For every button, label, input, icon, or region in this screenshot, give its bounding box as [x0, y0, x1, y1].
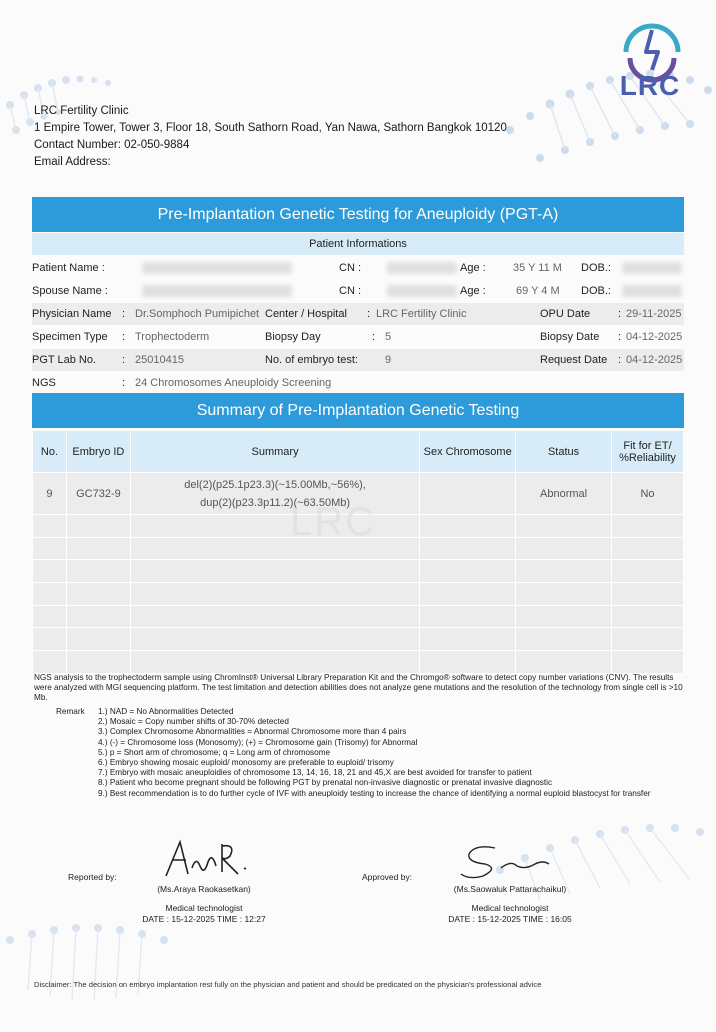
lab-value: 25010415 [135, 354, 184, 366]
biopsy-date-label: Biopsy Date [540, 331, 600, 343]
redacted-spouse-cn [387, 285, 457, 297]
colon: : [618, 308, 622, 320]
empty-row [33, 651, 684, 674]
empty-row [33, 628, 684, 651]
lab-row [32, 349, 684, 371]
remark-item: 5.) p = Short arm of chromosome; q = Long arm of chromosome [98, 747, 331, 757]
report-title: Pre-Implantation Genetic Testing for Aneuploidy (PGT-A) [32, 197, 684, 232]
cell-no: 9 [33, 473, 67, 515]
reporter-role: Medical technologist [165, 903, 243, 913]
reporter-date: DATE : 15-12-2025 TIME : 12:27 [142, 914, 266, 924]
disclaimer: Disclaimer: The decision on embryo implantation rest fully on the physician and patient and should be predicated on the physician's professional advice [34, 980, 542, 989]
clinic-name: LRC Fertility Clinic [34, 105, 129, 117]
colon: : [122, 331, 126, 343]
analysis-notes: NGS analysis to the trophectoderm sample using ChromInst® Universal Library Preparation Kit and the Chromgo® software to detect copy number variations (CNV). The results were analyzed with MGI sequencing platform. The test limitation and detection abilities does not analyze gene mutations and the resolution of the technology from single cell is >10 Mb. [34, 673, 683, 703]
empty-row [33, 583, 684, 606]
approver-date: DATE : 15-12-2025 TIME : 16:05 [448, 914, 572, 924]
header-sex-chromosome: Sex Chromosome [420, 431, 516, 473]
approver-name: (Ms.Saowaluk Pattarachaikul) [453, 884, 567, 894]
patient-cn-label: CN : [339, 262, 361, 274]
watermark: LRC [290, 500, 377, 544]
colon: : [122, 354, 126, 366]
patient-name-label: Patient Name : [32, 262, 105, 274]
cell-summary [130, 473, 419, 515]
spouse-name-label: Spouse Name : [32, 285, 108, 297]
remark-item: 9.) Best recommendation is to do further cycle of IVF with aneuploidy testing to increase the chance of identifying a normal euploid blastocyst for transfer [98, 788, 651, 798]
summary-line: del(2)(p25.1p23.3)(~15.00Mb,~56%), [184, 478, 366, 491]
request-label: Request Date [540, 354, 608, 366]
cell-fit: No [611, 473, 683, 515]
header-no: No. [33, 431, 67, 473]
colon: : [367, 308, 371, 320]
reported-by-label: Reported by: [68, 872, 117, 882]
physician-row [32, 303, 684, 325]
opu-value: 29-11-2025 [626, 308, 682, 320]
specimen-label: Specimen Type [32, 331, 108, 343]
center-value: LRC Fertility Clinic [376, 308, 467, 320]
remark-item: 1.) NAD = No Abnormalities Detected [98, 707, 234, 716]
remark-item: 3.) Complex Chromosome Abnormalities = Abnormal Chromosome more than 4 pairs [98, 727, 407, 737]
colon: : [122, 377, 126, 389]
specimen-value: Trophectoderm [135, 331, 210, 343]
physician-value: Dr.Somphoch Pumipichet [135, 308, 260, 320]
summary-line: dup(2)(p23.3p11.2)(~63.50Mb) [200, 496, 351, 509]
spouse-row [32, 280, 684, 302]
summary-title: Summary of Pre-Implantation Genetic Testing [32, 393, 684, 428]
patient-age-value: 35 Y 11 M [513, 262, 562, 274]
table-header-row [33, 431, 684, 473]
biopsy-day-label: Biopsy Day [265, 331, 321, 343]
opu-label: OPU Date [540, 308, 591, 320]
header-fit: Fit for ET/ %Reliability [611, 431, 683, 473]
cell-status: Abnormal [516, 473, 612, 515]
biopsy-date-value: 04-12-2025 [626, 331, 683, 343]
spouse-age-value: 69 Y 4 M [516, 285, 560, 297]
approved-signature-icon [455, 840, 555, 882]
cell-embryo-id: GC732-9 [66, 473, 130, 515]
patient-age-label: Age : [460, 262, 486, 274]
approver-role: Medical technologist [471, 903, 549, 913]
approved-by-details [435, 884, 585, 925]
redacted-patient-cn [387, 262, 457, 274]
remark-item: 4.) (-) = Chromosome loss (Monosomy); (+) = Chromosome gain (Trisomy) for Abnormal [98, 737, 418, 747]
spouse-dob-label: DOB.: [581, 285, 611, 297]
colon: : [122, 308, 126, 320]
request-value: 04-12-2025 [626, 354, 683, 366]
biopsy-day-value: 5 [385, 331, 392, 343]
ngs-row [32, 372, 684, 394]
header-status: Status [516, 431, 612, 473]
physician-label: Physician Name [32, 308, 112, 320]
cell-sex-chromosome [420, 473, 516, 515]
clinic-contact: Contact Number: 02-050-9884 [34, 139, 190, 151]
colon: : [372, 331, 376, 343]
reported-by-details [134, 884, 274, 925]
logo-text: LRC [619, 70, 681, 101]
redacted-patient-name [142, 262, 292, 274]
lab-label: PGT Lab No. [32, 354, 96, 366]
embryo-count-label: No. of embryo test: [265, 354, 358, 366]
redacted-spouse-name [142, 285, 292, 297]
header-embryo-id: Embryo ID [66, 431, 130, 473]
patient-row [32, 257, 684, 279]
remark-label: Remark [56, 707, 85, 716]
redacted-patient-dob [622, 262, 682, 274]
reported-signature-icon [160, 838, 260, 883]
remark-item: 7.) Embryo with mosaic aneuploidies of chromosome 13, 14, 16, 18, 21 and 45,X are best avoided for transfer to patient [98, 768, 532, 778]
remarks [56, 707, 676, 799]
header-summary: Summary [130, 431, 419, 473]
colon: : [618, 354, 622, 366]
patient-dob-label: DOB.: [581, 262, 611, 274]
ngs-value: 24 Chromosomes Aneuploidy Screening [135, 377, 332, 389]
approved-by-label: Approved by: [362, 872, 413, 882]
spouse-age-label: Age : [460, 285, 486, 297]
remark-item: 6.) Embryo showing mosaic euploid/ monosomy are preferable to euploid/ trisomy [98, 758, 394, 768]
center-label: Center / Hospital [265, 308, 347, 320]
redacted-spouse-dob [622, 285, 682, 297]
patient-info-header: Patient Informations [32, 233, 684, 255]
empty-row [33, 605, 684, 628]
clinic-info [34, 103, 507, 171]
ngs-label: NGS [32, 377, 56, 389]
remark-item: 2.) Mosaic = Copy number shifts of 30-70% detected [98, 717, 289, 727]
clinic-email: Email Address: [34, 156, 111, 168]
clinic-address: 1 Empire Tower, Tower 3, Floor 18, South Sathorn Road, Yan Nawa, Sathorn Bangkok 10120 [34, 122, 507, 134]
embryo-count-value: 9 [385, 354, 392, 366]
colon: : [618, 331, 622, 343]
reporter-name: (Ms.Araya Raokasetkan) [157, 884, 251, 894]
spouse-cn-label: CN : [339, 285, 361, 297]
empty-row [33, 560, 684, 583]
results-table [32, 430, 684, 674]
remark-item: 8.) Patient who become pregnant should be following PGT by prenatal non-invasive diagnostic or prenatal invasive diagnostic [98, 778, 553, 788]
specimen-row [32, 326, 684, 348]
